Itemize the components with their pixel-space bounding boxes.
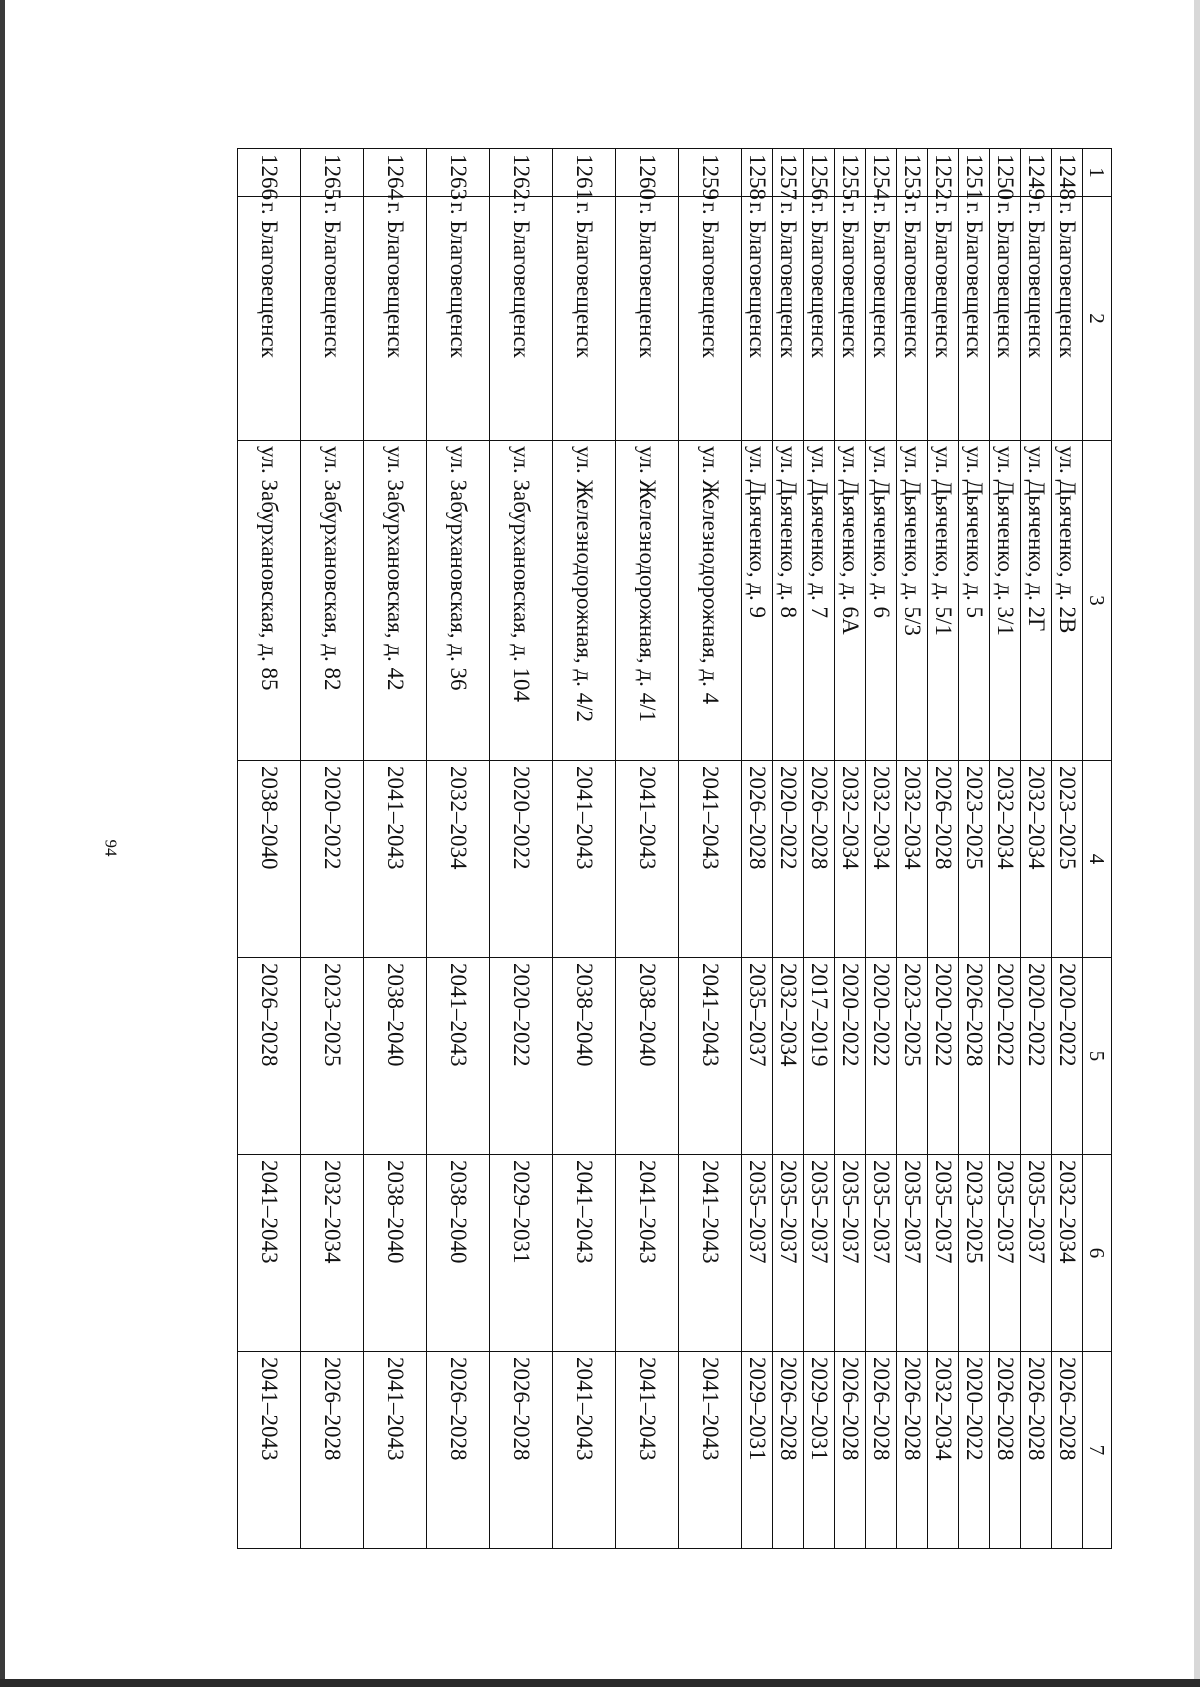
period-cell: 2032–2034 xyxy=(897,761,928,958)
table-row xyxy=(990,149,1021,1549)
period-cell: 2035–2037 xyxy=(1021,1155,1052,1352)
address-cell: ул. Дьяченко, д. 7 xyxy=(804,441,835,761)
period-cell: 2035–2037 xyxy=(990,1155,1021,1352)
period-cell: 2032–2034 xyxy=(773,958,804,1155)
period-cell: 2035–2037 xyxy=(928,1155,959,1352)
period-cell: 2041–2043 xyxy=(238,1155,301,1352)
table-row xyxy=(364,149,427,1549)
rotated-table-wrapper xyxy=(237,148,1112,1548)
row-number-cell: 1255 xyxy=(835,149,866,197)
table-row xyxy=(238,149,301,1549)
city-cell: г. Благовещенск xyxy=(301,197,364,441)
period-cell: 2020–2022 xyxy=(1052,958,1083,1155)
period-cell: 2041–2043 xyxy=(427,958,490,1155)
address-cell: ул. Забурхановская, д. 42 xyxy=(364,441,427,761)
period-cell: 2035–2037 xyxy=(866,1155,897,1352)
scan-edge-left xyxy=(0,0,5,1687)
period-cell: 2041–2043 xyxy=(238,1352,301,1549)
period-cell: 2041–2043 xyxy=(616,1155,679,1352)
address-cell: ул. Дьяченко, д. 9 xyxy=(742,441,773,761)
address-cell: ул. Железнодорожная, д. 4 xyxy=(679,441,742,761)
period-cell: 2026–2028 xyxy=(804,761,835,958)
table-row xyxy=(804,149,835,1549)
period-cell: 2029–2031 xyxy=(742,1352,773,1549)
period-cell: 2041–2043 xyxy=(364,1352,427,1549)
city-cell: г. Благовещенск xyxy=(1052,197,1083,441)
table-row xyxy=(835,149,866,1549)
period-cell: 2026–2028 xyxy=(959,958,990,1155)
address-cell: ул. Дьяченко, д. 8 xyxy=(773,441,804,761)
period-cell: 2029–2031 xyxy=(804,1352,835,1549)
period-cell: 2029–2031 xyxy=(490,1155,553,1352)
city-cell: г. Благовещенск xyxy=(679,197,742,441)
table-row xyxy=(1021,149,1052,1549)
period-cell: 2026–2028 xyxy=(866,1352,897,1549)
row-number-cell: 1248 xyxy=(1052,149,1083,197)
period-cell: 2041–2043 xyxy=(364,761,427,958)
period-cell: 2041–2043 xyxy=(553,1352,616,1549)
row-number-cell: 1249 xyxy=(1021,149,1052,197)
period-cell: 2038–2040 xyxy=(364,1155,427,1352)
row-number-cell: 1263 xyxy=(427,149,490,197)
header-cell: 7 xyxy=(1083,1352,1112,1549)
address-cell: ул. Дьяченко, д. 5/3 xyxy=(897,441,928,761)
period-cell: 2026–2028 xyxy=(773,1352,804,1549)
period-cell: 2038–2040 xyxy=(553,958,616,1155)
table-row xyxy=(427,149,490,1549)
period-cell: 2023–2025 xyxy=(1052,761,1083,958)
row-number-cell: 1264 xyxy=(364,149,427,197)
row-number-cell: 1251 xyxy=(959,149,990,197)
address-cell: ул. Забурхановская, д. 85 xyxy=(238,441,301,761)
city-cell: г. Благовещенск xyxy=(1021,197,1052,441)
period-cell: 2038–2040 xyxy=(364,958,427,1155)
city-cell: г. Благовещенск xyxy=(990,197,1021,441)
row-number-cell: 1257 xyxy=(773,149,804,197)
address-cell: ул. Забурхановская, д. 82 xyxy=(301,441,364,761)
period-cell: 2020–2022 xyxy=(301,761,364,958)
address-cell: ул. Железнодорожная, д. 4/2 xyxy=(553,441,616,761)
period-cell: 2038–2040 xyxy=(427,1155,490,1352)
period-cell: 2026–2028 xyxy=(835,1352,866,1549)
page-number: 94 xyxy=(101,839,121,857)
period-cell: 2026–2028 xyxy=(1021,1352,1052,1549)
header-row xyxy=(1083,149,1112,1549)
city-cell: г. Благовещенск xyxy=(897,197,928,441)
row-number-cell: 1254 xyxy=(866,149,897,197)
table-row xyxy=(679,149,742,1549)
period-cell: 2026–2028 xyxy=(742,761,773,958)
row-number-cell: 1258 xyxy=(742,149,773,197)
address-cell: ул. Дьяченко, д. 2В xyxy=(1052,441,1083,761)
period-cell: 2032–2034 xyxy=(928,1352,959,1549)
period-cell: 2032–2034 xyxy=(301,1155,364,1352)
city-cell: г. Благовещенск xyxy=(773,197,804,441)
city-cell: г. Благовещенск xyxy=(928,197,959,441)
table-row xyxy=(897,149,928,1549)
period-cell: 2026–2028 xyxy=(427,1352,490,1549)
city-cell: г. Благовещенск xyxy=(804,197,835,441)
period-cell: 2020–2022 xyxy=(835,958,866,1155)
address-cell: ул. Дьяченко, д. 3/1 xyxy=(990,441,1021,761)
period-cell: 2041–2043 xyxy=(616,761,679,958)
period-cell: 2035–2037 xyxy=(742,958,773,1155)
address-cell: ул. Дьяченко, д. 6А xyxy=(835,441,866,761)
header-cell: 3 xyxy=(1083,441,1112,761)
period-cell: 2026–2028 xyxy=(490,1352,553,1549)
period-cell: 2026–2028 xyxy=(301,1352,364,1549)
address-cell: ул. Железнодорожная, д. 4/1 xyxy=(616,441,679,761)
row-number-cell: 1260 xyxy=(616,149,679,197)
header-cell: 1 xyxy=(1083,149,1112,197)
period-cell: 2035–2037 xyxy=(773,1155,804,1352)
table-row xyxy=(742,149,773,1549)
table-row xyxy=(928,149,959,1549)
city-cell: г. Благовещенск xyxy=(742,197,773,441)
period-cell: 2038–2040 xyxy=(616,958,679,1155)
row-number-cell: 1259 xyxy=(679,149,742,197)
table-row xyxy=(301,149,364,1549)
period-cell: 2041–2043 xyxy=(553,1155,616,1352)
period-cell: 2020–2022 xyxy=(490,958,553,1155)
period-cell: 2035–2037 xyxy=(804,1155,835,1352)
period-cell: 2026–2028 xyxy=(238,958,301,1155)
header-cell: 6 xyxy=(1083,1155,1112,1352)
period-cell: 2041–2043 xyxy=(679,958,742,1155)
table-row xyxy=(616,149,679,1549)
city-cell: г. Благовещенск xyxy=(490,197,553,441)
period-cell: 2041–2043 xyxy=(679,761,742,958)
scan-edge-right xyxy=(1194,0,1200,1687)
row-number-cell: 1266 xyxy=(238,149,301,197)
period-cell: 2032–2034 xyxy=(835,761,866,958)
city-cell: г. Благовещенск xyxy=(553,197,616,441)
city-cell: г. Благовещенск xyxy=(427,197,490,441)
period-cell: 2032–2034 xyxy=(427,761,490,958)
address-cell: ул. Забурхановская, д. 104 xyxy=(490,441,553,761)
period-cell: 2020–2022 xyxy=(773,761,804,958)
address-cell: ул. Дьяченко, д. 5 xyxy=(959,441,990,761)
period-cell: 2020–2022 xyxy=(959,1352,990,1549)
row-number-cell: 1262 xyxy=(490,149,553,197)
table-row xyxy=(866,149,897,1549)
period-cell: 2020–2022 xyxy=(1021,958,1052,1155)
period-cell: 2032–2034 xyxy=(1052,1155,1083,1352)
table-row xyxy=(773,149,804,1549)
period-cell: 2020–2022 xyxy=(866,958,897,1155)
period-cell: 2023–2025 xyxy=(301,958,364,1155)
period-cell: 2020–2022 xyxy=(990,958,1021,1155)
period-cell: 2026–2028 xyxy=(1052,1352,1083,1549)
period-cell: 2041–2043 xyxy=(616,1352,679,1549)
city-cell: г. Благовещенск xyxy=(238,197,301,441)
period-cell: 2023–2025 xyxy=(897,958,928,1155)
period-cell: 2020–2022 xyxy=(490,761,553,958)
row-number-cell: 1261 xyxy=(553,149,616,197)
table-row xyxy=(553,149,616,1549)
row-number-cell: 1250 xyxy=(990,149,1021,197)
table-row xyxy=(490,149,553,1549)
period-cell: 2035–2037 xyxy=(835,1155,866,1352)
period-cell: 2035–2037 xyxy=(897,1155,928,1352)
header-cell: 2 xyxy=(1083,197,1112,441)
city-cell: г. Благовещенск xyxy=(616,197,679,441)
table-row xyxy=(1052,149,1083,1549)
scan-edge-bottom xyxy=(0,1679,1200,1687)
period-cell: 2017–2019 xyxy=(804,958,835,1155)
period-cell: 2038–2040 xyxy=(238,761,301,958)
period-cell: 2026–2028 xyxy=(928,761,959,958)
row-number-cell: 1256 xyxy=(804,149,835,197)
city-cell: г. Благовещенск xyxy=(835,197,866,441)
city-cell: г. Благовещенск xyxy=(364,197,427,441)
header-cell: 5 xyxy=(1083,958,1112,1155)
period-cell: 2041–2043 xyxy=(553,761,616,958)
row-number-cell: 1252 xyxy=(928,149,959,197)
row-number-cell: 1265 xyxy=(301,149,364,197)
period-cell: 2023–2025 xyxy=(959,1155,990,1352)
table-row xyxy=(959,149,990,1549)
address-cell: ул. Забурхановская, д. 36 xyxy=(427,441,490,761)
address-cell: ул. Дьяченко, д. 2Г xyxy=(1021,441,1052,761)
city-cell: г. Благовещенск xyxy=(959,197,990,441)
period-cell: 2032–2034 xyxy=(1021,761,1052,958)
row-number-cell: 1253 xyxy=(897,149,928,197)
city-cell: г. Благовещенск xyxy=(866,197,897,441)
table-body xyxy=(238,149,1112,1549)
period-cell: 2032–2034 xyxy=(990,761,1021,958)
address-cell: ул. Дьяченко, д. 5/1 xyxy=(928,441,959,761)
data-table xyxy=(237,148,1112,1549)
header-cell: 4 xyxy=(1083,761,1112,958)
period-cell: 2041–2043 xyxy=(679,1155,742,1352)
period-cell: 2023–2025 xyxy=(959,761,990,958)
period-cell: 2020–2022 xyxy=(928,958,959,1155)
period-cell: 2026–2028 xyxy=(897,1352,928,1549)
period-cell: 2026–2028 xyxy=(990,1352,1021,1549)
period-cell: 2032–2034 xyxy=(866,761,897,958)
address-cell: ул. Дьяченко, д. 6 xyxy=(866,441,897,761)
period-cell: 2041–2043 xyxy=(679,1352,742,1549)
period-cell: 2035–2037 xyxy=(742,1155,773,1352)
